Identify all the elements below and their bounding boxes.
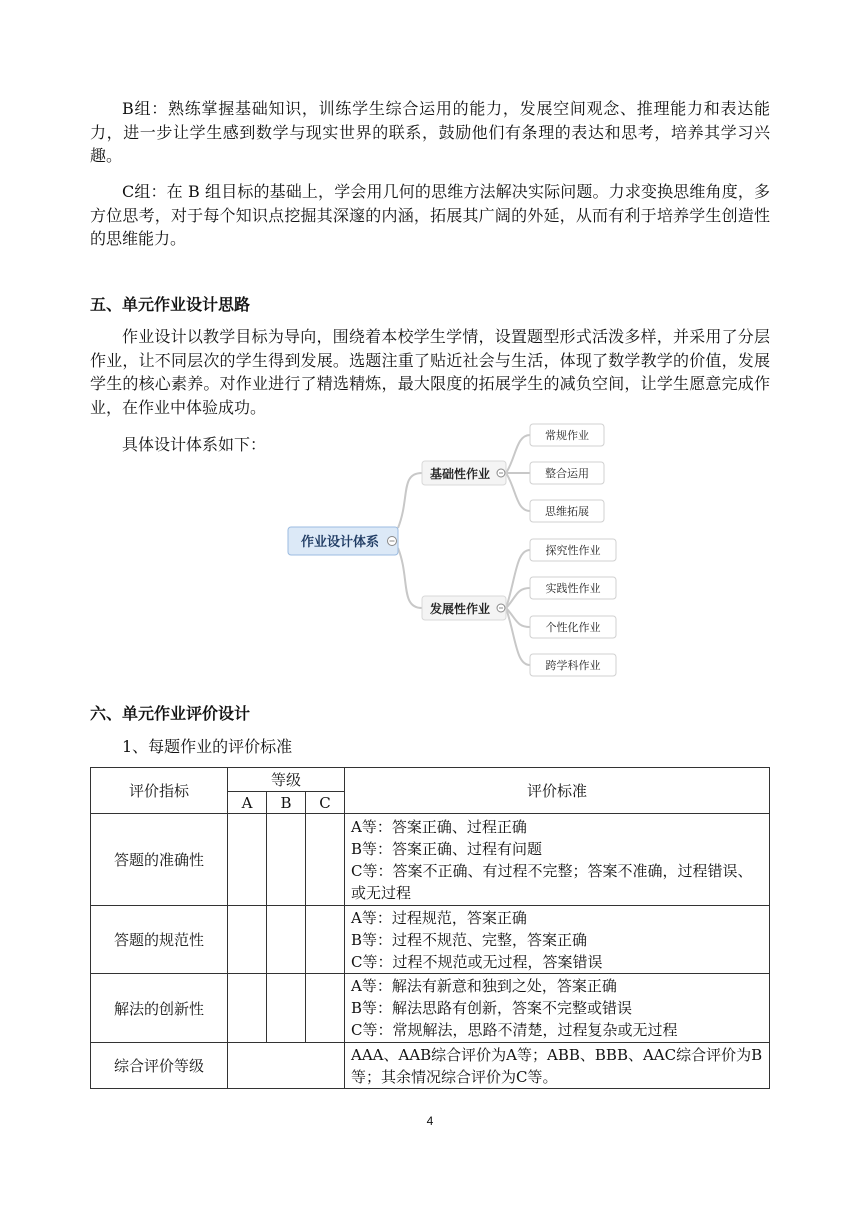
grade-cell [228, 906, 267, 974]
table-row-summary [91, 1043, 770, 1089]
header-grade-b: B [267, 792, 306, 814]
mindmap-branch-label: 基础性作业 [429, 467, 491, 481]
mindmap-branch-label: 发展性作业 [429, 602, 491, 616]
mindmap-root-label: 作业设计体系 [300, 535, 380, 550]
mindmap-leaf-label: 跨学科作业 [545, 659, 601, 672]
grade-cell [228, 974, 267, 1043]
summary-grade-cell [228, 1043, 345, 1089]
row-standard [345, 814, 770, 906]
header-indicator: 评价指标 [91, 768, 228, 814]
mindmap-root [288, 527, 398, 555]
table-row [91, 814, 770, 906]
row-standard [345, 974, 770, 1043]
grade-cell [306, 814, 345, 906]
standard-line: C等：过程不规范或无过程，答案错误 [351, 952, 603, 971]
table-row [91, 974, 770, 1043]
standard-line: C等：答案不正确、有过程不完整；答案不准确，过程错误、或无过程 [351, 861, 753, 902]
section6-heading: 六、单元作业评价设计 [90, 704, 251, 723]
summary-indicator: 综合评价等级 [91, 1043, 228, 1089]
mindmap-leaf-label: 思维拓展 [545, 505, 589, 518]
standard-line: B等：答案正确、过程有问题 [351, 839, 543, 858]
header-grade-c: C [306, 792, 345, 814]
mindmap-branch-development [422, 596, 506, 620]
paragraph-group-c: C组：在 B 组目标的基础上，学会用几何的思维方法解决实际问题。力求变换思维角度，多方位思考，对于每个知识点挖掘其深邃的内涵，拓展其广阔的外延，从而有利于培养学生创造性的思维能力。 [90, 182, 770, 248]
table-row [91, 906, 770, 974]
mindmap-leaf-label: 个性化作业 [545, 621, 601, 634]
paragraph-group-b: B组：熟练掌握基础知识，训练学生综合运用的能力，发展空间观念、推理能力和表达能力，进一步让学生感到数学与现实世界的联系，鼓励他们有条理的表达和思考，培养其学习兴趣。 [90, 99, 770, 165]
mindmap-leaf-label: 实践性作业 [545, 582, 601, 595]
standard-line: B等：过程不规范、完整，答案正确 [351, 930, 588, 949]
header-grade: 等级 [228, 768, 345, 792]
page-number: 4 [426, 1114, 434, 1128]
evaluation-table [90, 767, 770, 1089]
grade-cell [228, 814, 267, 906]
header-grade-a: A [228, 792, 267, 814]
standard-line: A等：过程规范，答案正确 [351, 908, 527, 927]
standard-line: B等：解法思路有创新，答案不完整或错误 [351, 999, 633, 1017]
mindmap-leaf-label: 整合运用 [545, 467, 589, 480]
standard-line: A等：解法有新意和独到之处，答案正确 [351, 977, 617, 995]
section5-heading: 五、单元作业设计思路 [90, 295, 251, 314]
grade-cell [267, 906, 306, 974]
section6-sub: 1、每题作业的评价标准 [122, 737, 293, 756]
grade-cell [267, 814, 306, 906]
section5-body: 作业设计以教学目标为导向，围绕着本校学生学情，设置题型形式活泼多样，并采用了分层作业，让不同层次的学生得到发展。选题注重了贴近社会与生活，体现了数学教学的价值，发展学生的核心素养。对作业进行了精选精炼，最大限度的拓展学生的减负空间，让学生愿意完成作业，在作业中体验成功。 [90, 327, 770, 417]
mindmap-branch-basic [422, 461, 506, 485]
homework-design-mindmap [280, 418, 620, 683]
grade-cell [267, 974, 306, 1043]
header-standard: 评价标准 [345, 768, 770, 814]
section5-intro: 具体设计体系如下： [122, 435, 267, 454]
row-standard [345, 906, 770, 974]
grade-cell [306, 906, 345, 974]
mindmap-leaf-label: 探究性作业 [545, 544, 601, 557]
standard-line: C等：常规解法，思路不清楚，过程复杂或无过程 [351, 1021, 678, 1039]
summary-standard: AAA、AAB综合评价为A等；ABB、BBB、AAC综合评价为B等；其余情况综合评价为C等。 [345, 1043, 770, 1089]
standard-line: A等：答案正确、过程正确 [351, 817, 527, 836]
grade-cell [306, 974, 345, 1043]
row-indicator: 解法的创新性 [91, 974, 228, 1043]
row-indicator: 答题的规范性 [91, 906, 228, 974]
row-indicator: 答题的准确性 [91, 814, 228, 906]
mindmap-leaf-label: 常规作业 [545, 429, 589, 442]
